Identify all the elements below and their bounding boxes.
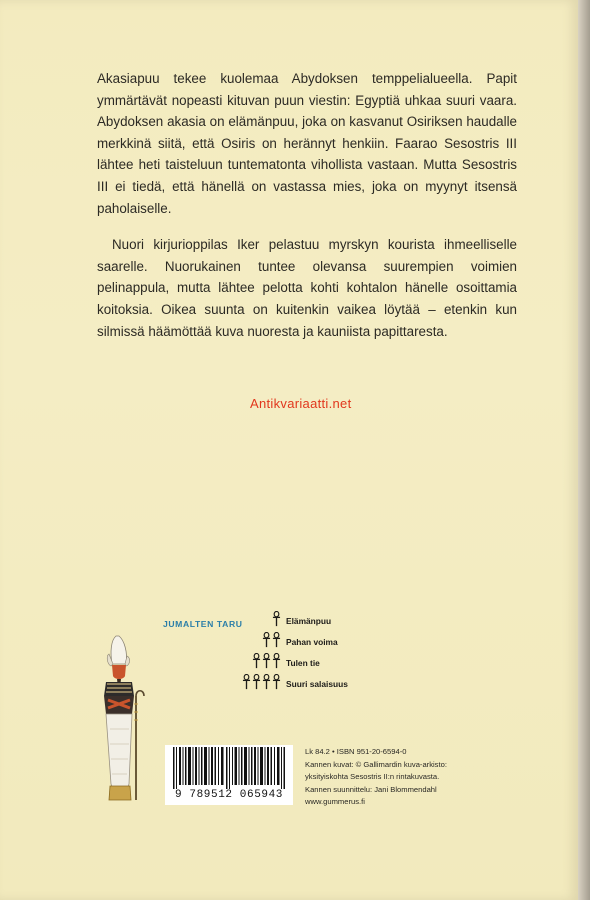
barcode <box>165 745 293 805</box>
ankh-icon <box>262 653 271 669</box>
ankh-icon <box>252 653 261 669</box>
series-title: JUMALTEN TARU <box>163 619 243 629</box>
series-book-title: Elämänpuu <box>286 616 332 626</box>
barcode-number: 9 789512 065943 <box>174 789 284 801</box>
ankh-group <box>262 632 281 648</box>
cover-credit-line: Kannen kuvat: © Gallimardin kuva-arkisto: <box>305 759 447 769</box>
osiris-figure-icon <box>96 634 154 806</box>
series-book-title: Suuri salaisuus <box>286 679 348 689</box>
isbn-line: Lk 84.2 • ISBN 951-20-6594-0 <box>305 747 407 756</box>
ankh-icon <box>262 632 271 648</box>
ankh-icon <box>272 674 281 690</box>
ankh-group <box>272 611 281 627</box>
ankh-icon <box>252 674 261 690</box>
publication-info <box>305 746 525 809</box>
ankh-group <box>252 653 281 669</box>
series-book-1 <box>163 611 393 631</box>
series-list <box>163 611 393 701</box>
blurb-paragraph-2: Nuori kirjurioppilas Iker pelastuu myrskyn kourista ihmeelliselle saarelle. Nuorukainen tuntee olevansa suurempien voimien pelinappula, mutta lähtee pelotta kohti kohtalon hänelle osoittamia koitoksia. Oikea suunta on kuitenkin vaikea löytää – etenkin kun silmissä häämöttää kuva nuoresta ja kauniista papittaresta. <box>97 237 517 339</box>
series-book-title: Pahan voima <box>286 637 338 647</box>
ankh-icon <box>272 653 281 669</box>
cover-credit-detail: yksityiskohta Sesostris II:n rintakuvasta. <box>305 772 440 782</box>
book-edge <box>578 0 590 900</box>
blurb-paragraph-1: Akasiapuu tekee kuolemaa Abydoksen temppelialueella. Papit ymmärtävät nopeasti kituvan puun viestin: Egyptiä uhkaa suuri vaara. Abydoksen akasia on elämänpuu, joka on kasvanut Osiriksen haudalle merkkinä siitä, että Osiris on herännyt henkiin. Faarao Sesostris III lähtee heti taisteluun tuntematonta vihollista vastaan. Mutta Sesostris III ei tiedä, että hänellä on vastassa mies, joka on myynyt itsensä paholaiselle. <box>97 71 517 216</box>
series-book-2 <box>163 632 393 652</box>
back-cover-blurb <box>97 68 517 357</box>
barcode-icon <box>171 747 287 789</box>
ankh-icon <box>242 674 251 690</box>
ankh-icon <box>272 611 281 627</box>
ankh-icon <box>262 674 271 690</box>
series-book-title: Tulen tie <box>286 658 320 668</box>
ankh-icon <box>272 632 281 648</box>
ankh-group <box>242 674 281 690</box>
watermark: Antikvariaatti.net <box>250 396 352 411</box>
series-book-4 <box>163 674 393 694</box>
cover-designer-line: Kannen suunnittelu: Jani Blommendahl <box>305 784 437 794</box>
publisher-website: www.gummerus.fi <box>305 797 365 807</box>
series-book-3 <box>163 653 393 673</box>
